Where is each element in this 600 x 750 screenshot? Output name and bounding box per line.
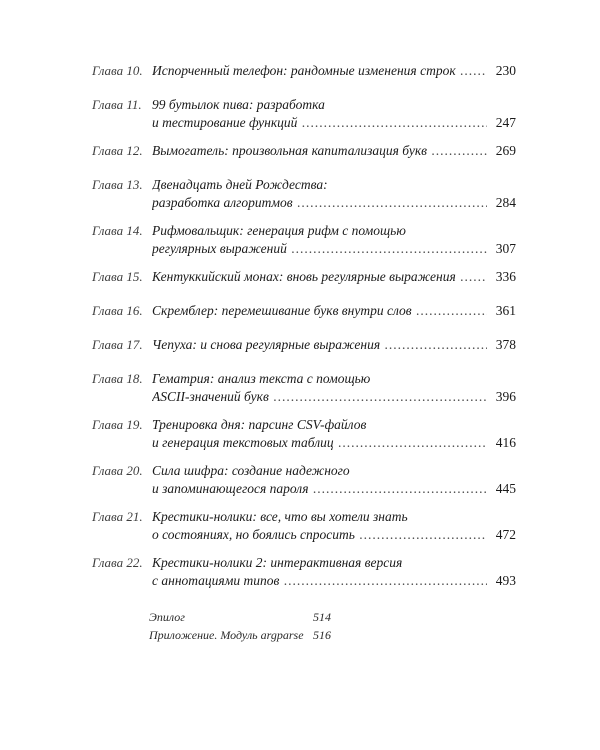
chapter-title-line: и запоминающегося пароля ..... [152,480,487,498]
page-number: 416 [495,435,516,450]
chapter-label: Глава 21. [92,509,143,524]
chapter-title-line: регулярных выражений ..... [152,240,487,258]
chapter-title-line: Тренировка дня: парсинг CSV-файлов [152,417,367,432]
toc-entry [0,462,600,498]
page-number: 472 [495,527,516,542]
toc-entry [0,508,600,544]
chapter-label: Глава 20. [92,463,143,478]
page-number: 269 [495,143,516,158]
chapter-label: Глава 19. [92,417,143,432]
chapter-title-line: Гематрия: анализ текста с помощью [152,371,371,386]
chapter-title-line: Кентуккийский монах: вновь регулярные выражения ..... [152,268,487,286]
page-number: 378 [495,337,516,352]
chapter-title-line: Вымогатель: произвольная капитализация букв ..... [152,142,487,160]
chapter-title-line: Двенадцать дней Рождества: [152,177,328,192]
page-number: 230 [495,63,516,78]
chapter-label: Глава 15. [92,269,143,284]
page-number: 514 [313,610,331,624]
chapter-title [152,142,487,160]
page-number: 361 [495,303,516,318]
chapter-label: Глава 22. [92,555,143,570]
chapter-title-line: ASCII-значений букв ..... [152,388,487,406]
chapter-title [152,96,487,132]
chapter-title-line: и тестирование функций ..... [152,114,487,132]
toc-entry [0,222,600,258]
chapter-title-line: Сила шифра: создание надежного [152,463,350,478]
toc-entry [0,96,600,132]
chapter-title-line: Скремблер: перемешивание букв внутри слов ..... [152,302,487,320]
chapter-title-line: о состояниях, но боялись спросить ..... [152,526,487,544]
chapter-label: Глава 16. [92,303,143,318]
chapter-title-line: Чепуха: и снова регулярные выражения ..... [152,336,487,354]
toc-entry [0,336,600,363]
page-number: 445 [495,481,516,496]
chapter-title-line: с аннотациями типов ..... [152,572,487,590]
toc-entry [0,302,600,329]
chapter-label: Глава 18. [92,371,143,386]
chapter-title [152,302,487,320]
chapter-label: Глава 14. [92,223,143,238]
chapter-title [152,462,487,498]
chapter-title-line: Рифмовальщик: генерация рифм с помощью [152,223,406,238]
page-number: 493 [495,573,516,588]
page-number: 284 [495,195,516,210]
toc-extra-entry [149,610,449,625]
extra-title: Эпилог [149,610,185,624]
chapter-title [152,336,487,354]
chapter-title [152,268,487,286]
chapter-label: Глава 10. [92,63,143,78]
extra-title: Приложение. Модуль argparse [149,628,304,642]
toc-entry [0,62,600,89]
chapter-label: Глава 13. [92,177,143,192]
toc-entry [0,176,600,212]
page-number: 247 [495,115,516,130]
chapter-title [152,222,487,258]
chapter-title [152,554,487,590]
page-number: 307 [495,241,516,256]
toc-entry [0,554,600,590]
toc-entry [0,268,600,295]
page-number: 396 [495,389,516,404]
chapter-title-line: Крестики-нолики: все, что вы хотели знать [152,509,408,524]
chapter-title-line: разработка алгоритмов ..... [152,194,487,212]
chapter-title [152,416,487,452]
toc-entry [0,142,600,169]
toc-extra-entry [149,628,449,643]
chapter-title-line: 99 бутылок пива: разработка [152,97,325,112]
chapter-title [152,508,487,544]
chapter-label: Глава 17. [92,337,143,352]
chapter-title [152,62,487,80]
page-number: 516 [313,628,331,642]
chapter-label: Глава 11. [92,97,142,112]
chapter-title-line: Крестики-нолики 2: интерактивная версия [152,555,403,570]
chapter-label: Глава 12. [92,143,143,158]
chapter-title-line: и генерация текстовых таблиц ..... [152,434,487,452]
toc-entry [0,370,600,406]
chapter-title-line: Испорченный телефон: рандомные изменения строк ..... [152,62,487,80]
page-number: 336 [495,269,516,284]
toc-entry [0,416,600,452]
chapter-title [152,176,487,212]
chapter-title [152,370,487,406]
